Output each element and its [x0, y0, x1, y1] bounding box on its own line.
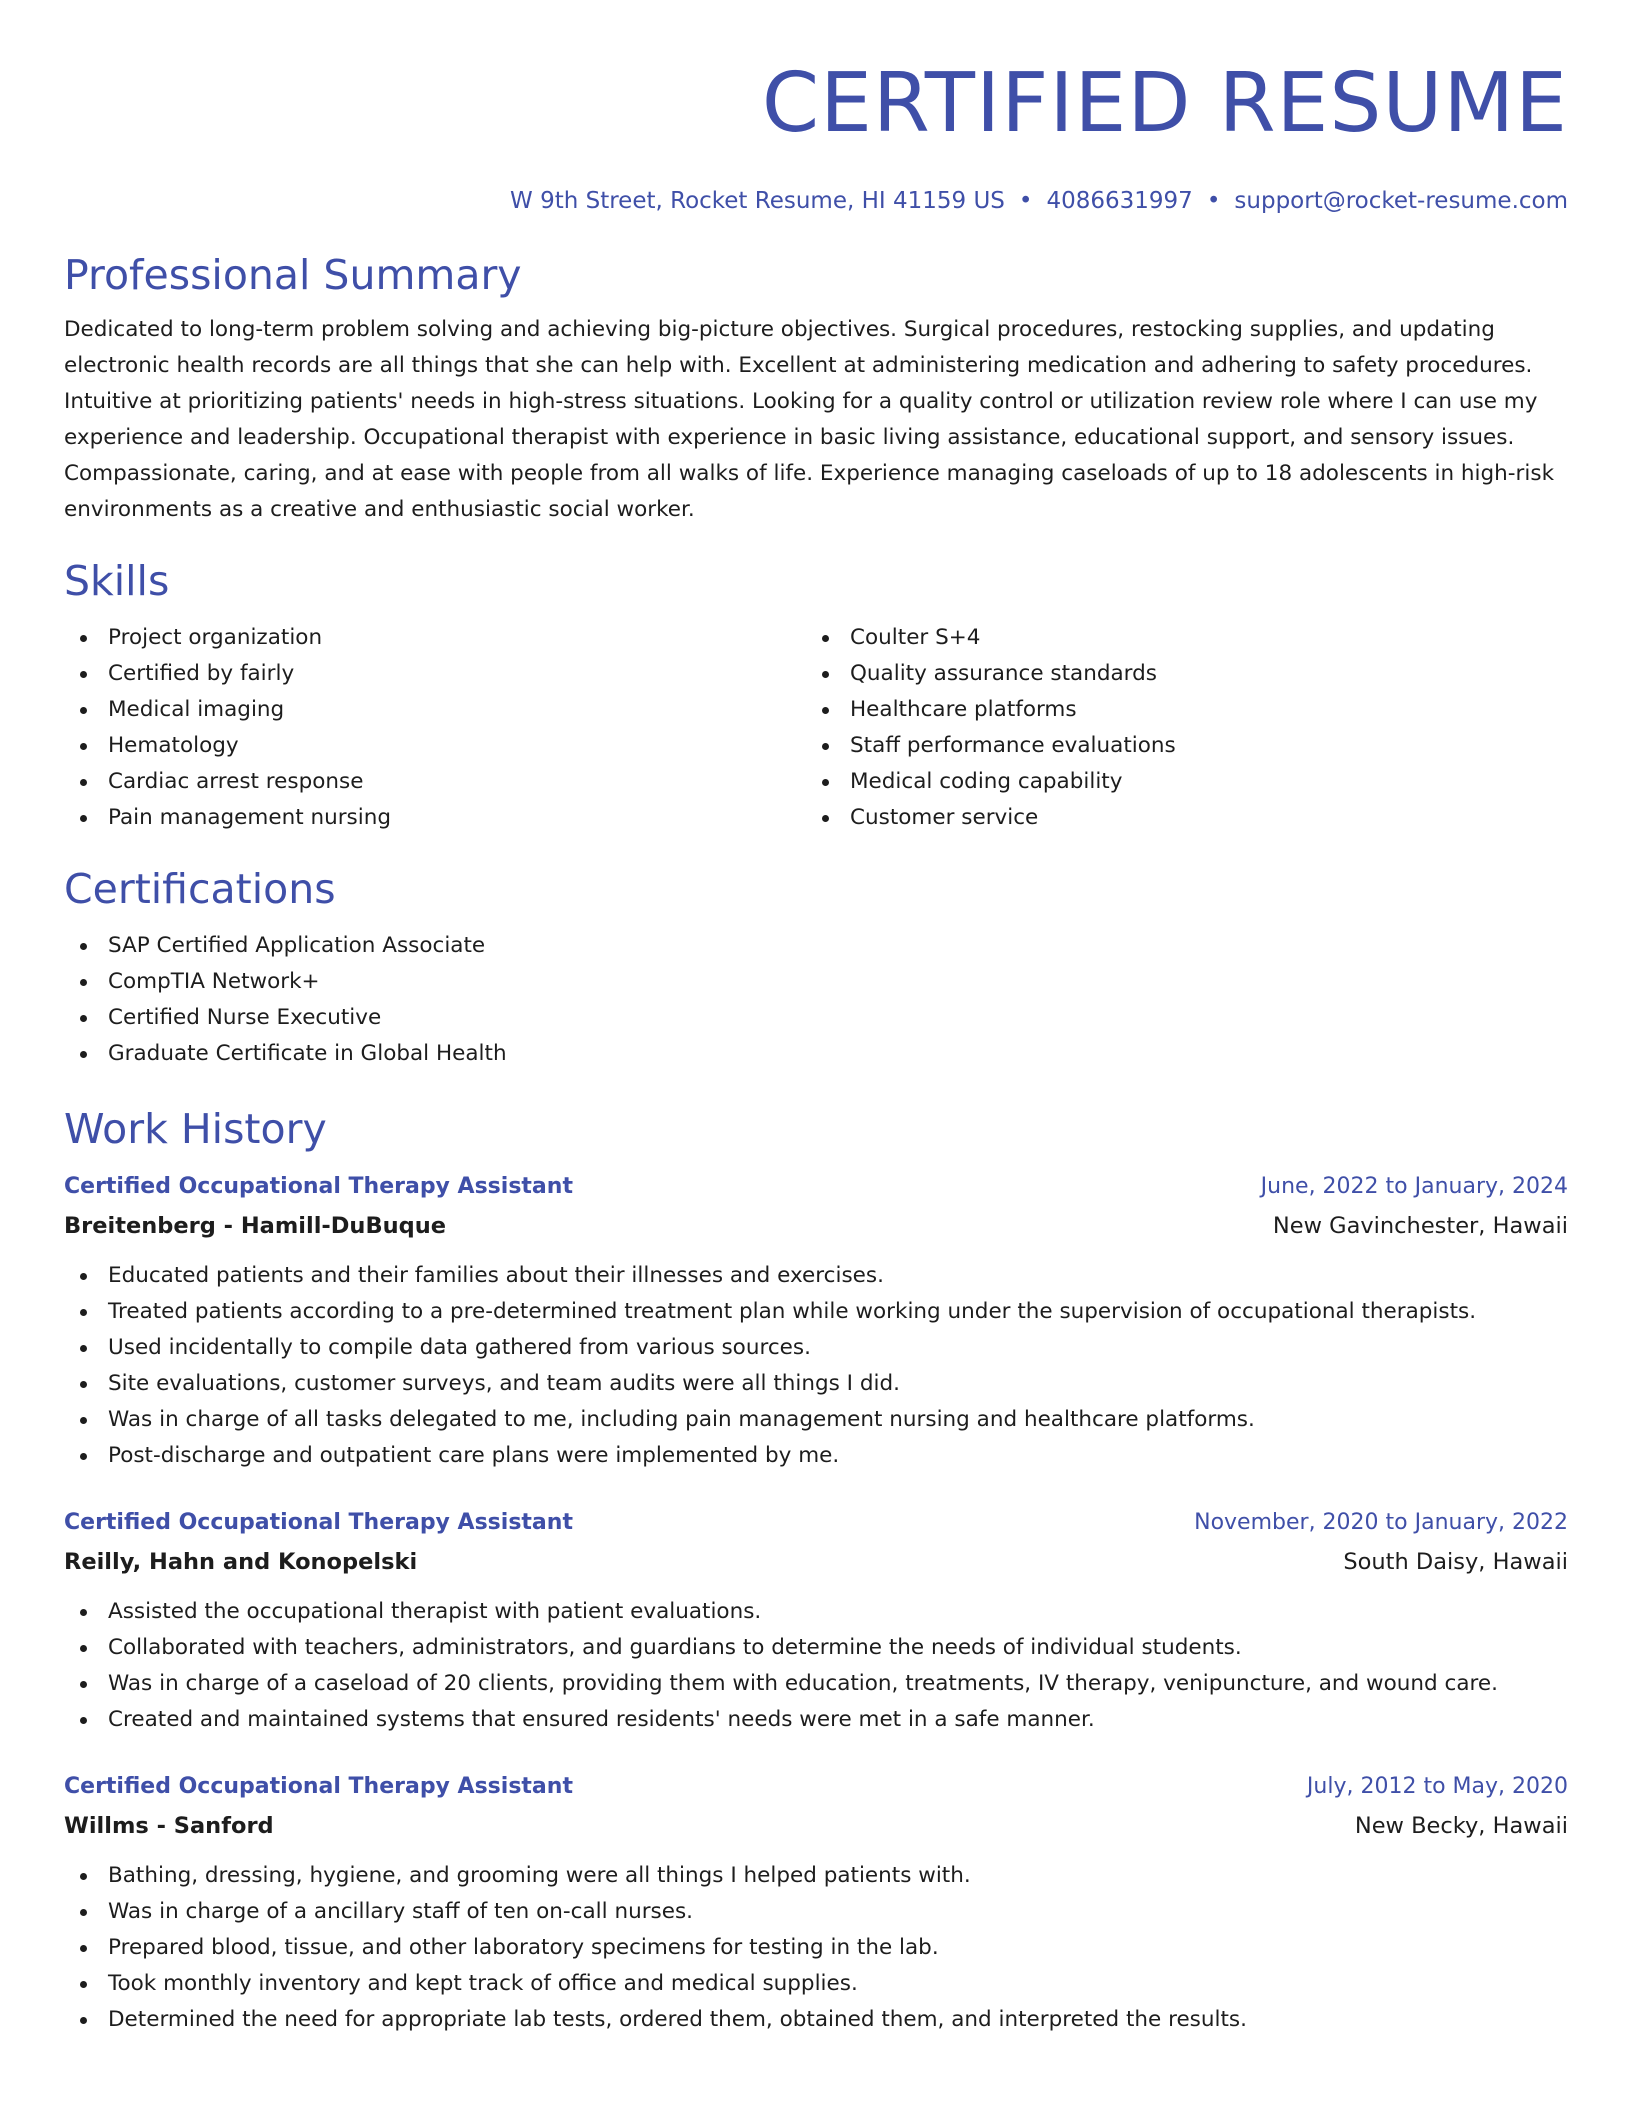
job-bullet: Post-discharge and outpatient care plans were implemented by me. — [64, 1438, 1568, 1474]
certifications-heading: Certifications — [64, 865, 336, 913]
job-entry — [64, 1168, 1568, 1474]
job-bullet: Treated patients according to a pre-determined treatment plan while working under the supervision of occupational therapists. — [64, 1294, 1568, 1330]
company-name: Breitenberg - Hamill-DuBuque — [64, 1213, 447, 1239]
skill-item: Hematology — [64, 728, 806, 764]
job-bullet: Prepared blood, tissue, and other laboratory specimens for testing in the lab. — [64, 1930, 1568, 1966]
skill-item: Quality assurance standards — [806, 656, 1548, 692]
summary-text: Dedicated to long-term problem solving and achieving big-picture objectives. Surgical procedures, restocking supplies, and updating electronic health records are all things that she can help with. Excellent at administering medication and adhering to safety procedures. Intuitive at prioritizing patients' needs in high-stress situations. Looking for a quality control or utilization review role where I can use my experience and leadership. Occupational therapist with experience in basic living assistance, educational support, and sensory issues. Compassionate, caring, and at ease with people from all walks of life. Experience managing caseloads of up to 18 adolescents in high-risk environments as a creative and enthusiastic social worker. — [64, 317, 1555, 522]
skill-item: Medical imaging — [64, 692, 806, 728]
skill-item: Pain management nursing — [64, 800, 806, 836]
job-title: Certified Occupational Therapy Assistant — [64, 1510, 573, 1535]
job-header — [64, 1504, 1568, 1542]
skill-item: Healthcare platforms — [806, 692, 1548, 728]
skills-column-left — [64, 620, 806, 836]
job-location: New Becky, Hawaii — [1354, 1813, 1568, 1839]
certification-item: Graduate Certificate in Global Health — [64, 1036, 1568, 1072]
job-location: New Gavinchester, Hawaii — [1272, 1213, 1568, 1239]
job-dates: June, 2022 to January, 2024 — [1260, 1174, 1568, 1199]
job-bullets — [64, 1258, 1568, 1474]
job-subheader — [64, 1806, 1568, 1846]
company-name: Reilly, Hahn and Konopelski — [64, 1549, 418, 1575]
job-bullet: Was in charge of a caseload of 20 clients, providing them with education, treatments, IV therapy, venipuncture, and wound care. — [64, 1666, 1568, 1702]
skill-item: Project organization — [64, 620, 806, 656]
job-entry — [64, 1504, 1568, 1738]
skills-list — [64, 620, 1568, 836]
job-header — [64, 1768, 1568, 1806]
job-bullet: Used incidentally to compile data gathered from various sources. — [64, 1330, 1568, 1366]
job-bullet: Took monthly inventory and kept track of office and medical supplies. — [64, 1966, 1568, 2002]
separator-dot: • — [1206, 188, 1221, 214]
certifications-list — [64, 928, 1568, 1072]
job-subheader — [64, 1542, 1568, 1582]
skill-item: Staff performance evaluations — [806, 728, 1548, 764]
job-location: South Daisy, Hawaii — [1343, 1549, 1568, 1575]
skill-item: Customer service — [806, 800, 1548, 836]
address: W 9th Street, Rocket Resume, HI 41159 US — [510, 188, 1005, 214]
job-header — [64, 1168, 1568, 1206]
job-bullet: Educated patients and their families about their illnesses and exercises. — [64, 1258, 1568, 1294]
contact-line — [64, 186, 1568, 216]
work-history-heading: Work History — [64, 1105, 327, 1153]
job-bullet: Determined the need for appropriate lab tests, ordered them, obtained them, and interpreted the results. — [64, 2002, 1568, 2038]
job-bullets — [64, 1594, 1568, 1738]
skill-item: Coulter S+4 — [806, 620, 1548, 656]
summary-heading: Professional Summary — [64, 251, 522, 299]
skills-heading: Skills — [64, 557, 170, 605]
email: support@rocket-resume.com — [1234, 188, 1568, 214]
job-bullet: Assisted the occupational therapist with patient evaluations. — [64, 1594, 1568, 1630]
skill-item: Medical coding capability — [806, 764, 1548, 800]
job-bullet: Was in charge of a ancillary staff of ten on-call nurses. — [64, 1894, 1568, 1930]
separator-dot: • — [1018, 188, 1033, 214]
certification-item: Certified Nurse Executive — [64, 1000, 1568, 1036]
job-bullet: Collaborated with teachers, administrators, and guardians to determine the needs of individual students. — [64, 1630, 1568, 1666]
resume-name: CERTIFIED RESUME — [761, 56, 1568, 151]
job-subheader — [64, 1206, 1568, 1246]
phone: 4086631997 — [1046, 188, 1193, 214]
job-title: Certified Occupational Therapy Assistant — [64, 1774, 573, 1799]
job-bullet: Site evaluations, customer surveys, and team audits were all things I did. — [64, 1366, 1568, 1402]
job-dates: November, 2020 to January, 2022 — [1194, 1510, 1568, 1535]
job-dates: July, 2012 to May, 2020 — [1306, 1774, 1568, 1799]
skill-item: Certified by fairly — [64, 656, 806, 692]
job-bullet: Created and maintained systems that ensured residents' needs were met in a safe manner. — [64, 1702, 1568, 1738]
job-title: Certified Occupational Therapy Assistant — [64, 1174, 573, 1199]
job-bullet: Was in charge of all tasks delegated to me, including pain management nursing and healthcare platforms. — [64, 1402, 1568, 1438]
job-entry — [64, 1768, 1568, 2038]
resume-page — [64, 0, 1568, 2038]
company-name: Willms - Sanford — [64, 1813, 274, 1839]
skill-item: Cardiac arrest response — [64, 764, 806, 800]
certification-item: CompTIA Network+ — [64, 964, 1568, 1000]
certification-item: SAP Certified Application Associate — [64, 928, 1568, 964]
job-bullets — [64, 1858, 1568, 2038]
skills-column-right — [806, 620, 1548, 836]
job-bullet: Bathing, dressing, hygiene, and grooming were all things I helped patients with. — [64, 1858, 1568, 1894]
